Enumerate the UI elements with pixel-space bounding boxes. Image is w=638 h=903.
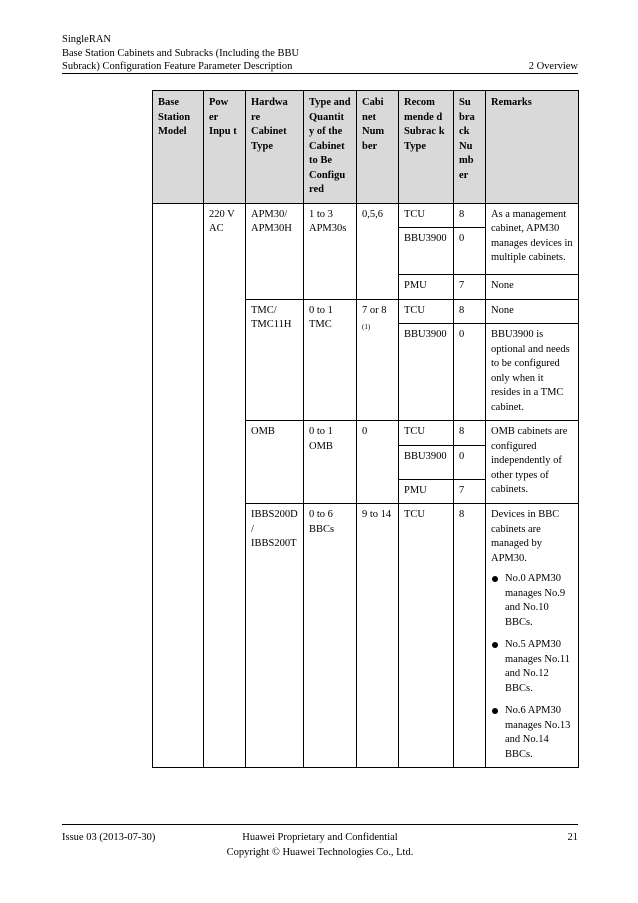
cell-subrack: TCU (399, 203, 454, 228)
cell-subrack: BBU3900 (399, 445, 454, 479)
cell-subrack: TCU (399, 504, 454, 768)
cell-cabnum-tmc (357, 299, 399, 421)
col-header-remarks: Remarks (486, 91, 579, 204)
cell-subrack-num: 8 (454, 299, 486, 324)
header-doc-title-1: Base Station Cabinets and Subracks (Including the BBU (62, 47, 300, 59)
cell-remark: BBU3900 is optional and needs to be configured only when it resides in a TMC cabinet. (486, 324, 579, 421)
bullet-text: No.0 APM30 manages No.9 and No.10 BBCs. (505, 573, 566, 628)
footer-page-number: 21 (567, 832, 578, 843)
footer-copyright: Copyright © Huawei Technologies Co., Ltd. (226, 847, 414, 858)
cell-cabnum-ibbs: 9 to 14 (357, 504, 399, 768)
bullet-text: No.5 APM30 manages No.11 and No.12 BBCs. (505, 639, 570, 694)
cell-remark-omb: OMB cabinets are configured independently of other types of cabinets. (486, 421, 579, 504)
cell-qty-ibbs: 0 to 6 BBCs (304, 504, 357, 768)
cell-qty-tmc: 0 to 1 TMC (304, 299, 357, 421)
cabnum-tmc-value: 7 or 8 (362, 304, 387, 316)
header-section: 2 Overview (528, 61, 578, 72)
cell-cabnum-apm: 0,5,6 (357, 203, 399, 299)
cell-subrack: BBU3900 (399, 228, 454, 275)
footnote-ref: (1) (362, 323, 371, 331)
col-header-cabinet-number: Cabi net Num ber (357, 91, 399, 204)
cell-cabinet-tmc: TMC/ TMC11H (246, 299, 304, 421)
cell-base-station-model (153, 203, 204, 768)
list-item (491, 572, 573, 630)
bullet-text: No.6 APM30 manages No.13 and No.14 BBCs. (505, 705, 571, 760)
cell-remark-apm: As a management cabinet, APM30 manages devices in multiple cabinets. (486, 203, 579, 275)
cell-subrack-num: 0 (454, 228, 486, 275)
cell-subrack-num: 7 (454, 275, 486, 300)
cell-cabnum-omb: 0 (357, 421, 399, 504)
col-header-subrack-number: Su bra ck Nu mb er (454, 91, 486, 204)
footer-issue: Issue 03 (2013-07-30) (62, 832, 156, 843)
footer-rule (62, 824, 578, 825)
cell-subrack-num: 7 (454, 479, 486, 504)
bullet-icon (492, 576, 498, 582)
cell-cabinet-ibbs: IBBS200D/ IBBS200T (246, 504, 304, 768)
footer-proprietary: Huawei Proprietary and Confidential (242, 832, 398, 843)
cell-subrack-num: 8 (454, 421, 486, 446)
list-item (491, 704, 573, 762)
footer-confidential (62, 830, 578, 860)
col-header-hardware-cabinet-type: Hardwa re Cabinet Type (246, 91, 304, 204)
cell-qty-apm: 1 to 3 APM30s (304, 203, 357, 299)
cell-cabinet-apm: APM30/ APM30H (246, 203, 304, 299)
cell-subrack: TCU (399, 299, 454, 324)
page-header (62, 33, 578, 74)
cell-remark-ibbs (486, 504, 579, 768)
col-header-power-input: Pow er Inpu t (204, 91, 246, 204)
col-header-base-station-model: Base Station Model (153, 91, 204, 204)
cell-power-input: 220 V AC (204, 203, 246, 768)
cell-subrack-num: 8 (454, 203, 486, 228)
remark-intro: Devices in BBC cabinets are managed by APM30. (491, 509, 560, 564)
cell-remark: None (486, 299, 579, 324)
cell-subrack-num: 8 (454, 504, 486, 768)
header-product: SingleRAN (62, 34, 112, 45)
cell-subrack-num: 0 (454, 445, 486, 479)
col-header-recommended-subrack: Recom mende d Subrac k Type (399, 91, 454, 204)
header-doc-title-2: Subrack) Configuration Feature Parameter Description (62, 61, 293, 72)
cell-qty-omb: 0 to 1 OMB (304, 421, 357, 504)
cell-subrack: PMU (399, 275, 454, 300)
cell-remark: None (486, 275, 579, 300)
cell-subrack: PMU (399, 479, 454, 504)
table-row (153, 203, 579, 228)
list-item (491, 638, 573, 696)
bullet-icon (492, 642, 498, 648)
col-header-type-quantity: Type and Quantit y of the Cabinet to Be Configu red (304, 91, 357, 204)
remark-bullet-list (491, 572, 573, 762)
table-header-row (153, 91, 579, 204)
bullet-icon (492, 708, 498, 714)
configuration-table (152, 90, 579, 768)
cell-subrack: TCU (399, 421, 454, 446)
cell-subrack-num: 0 (454, 324, 486, 421)
cell-subrack: BBU3900 (399, 324, 454, 421)
cell-cabinet-omb: OMB (246, 421, 304, 504)
header-rule (62, 73, 578, 74)
